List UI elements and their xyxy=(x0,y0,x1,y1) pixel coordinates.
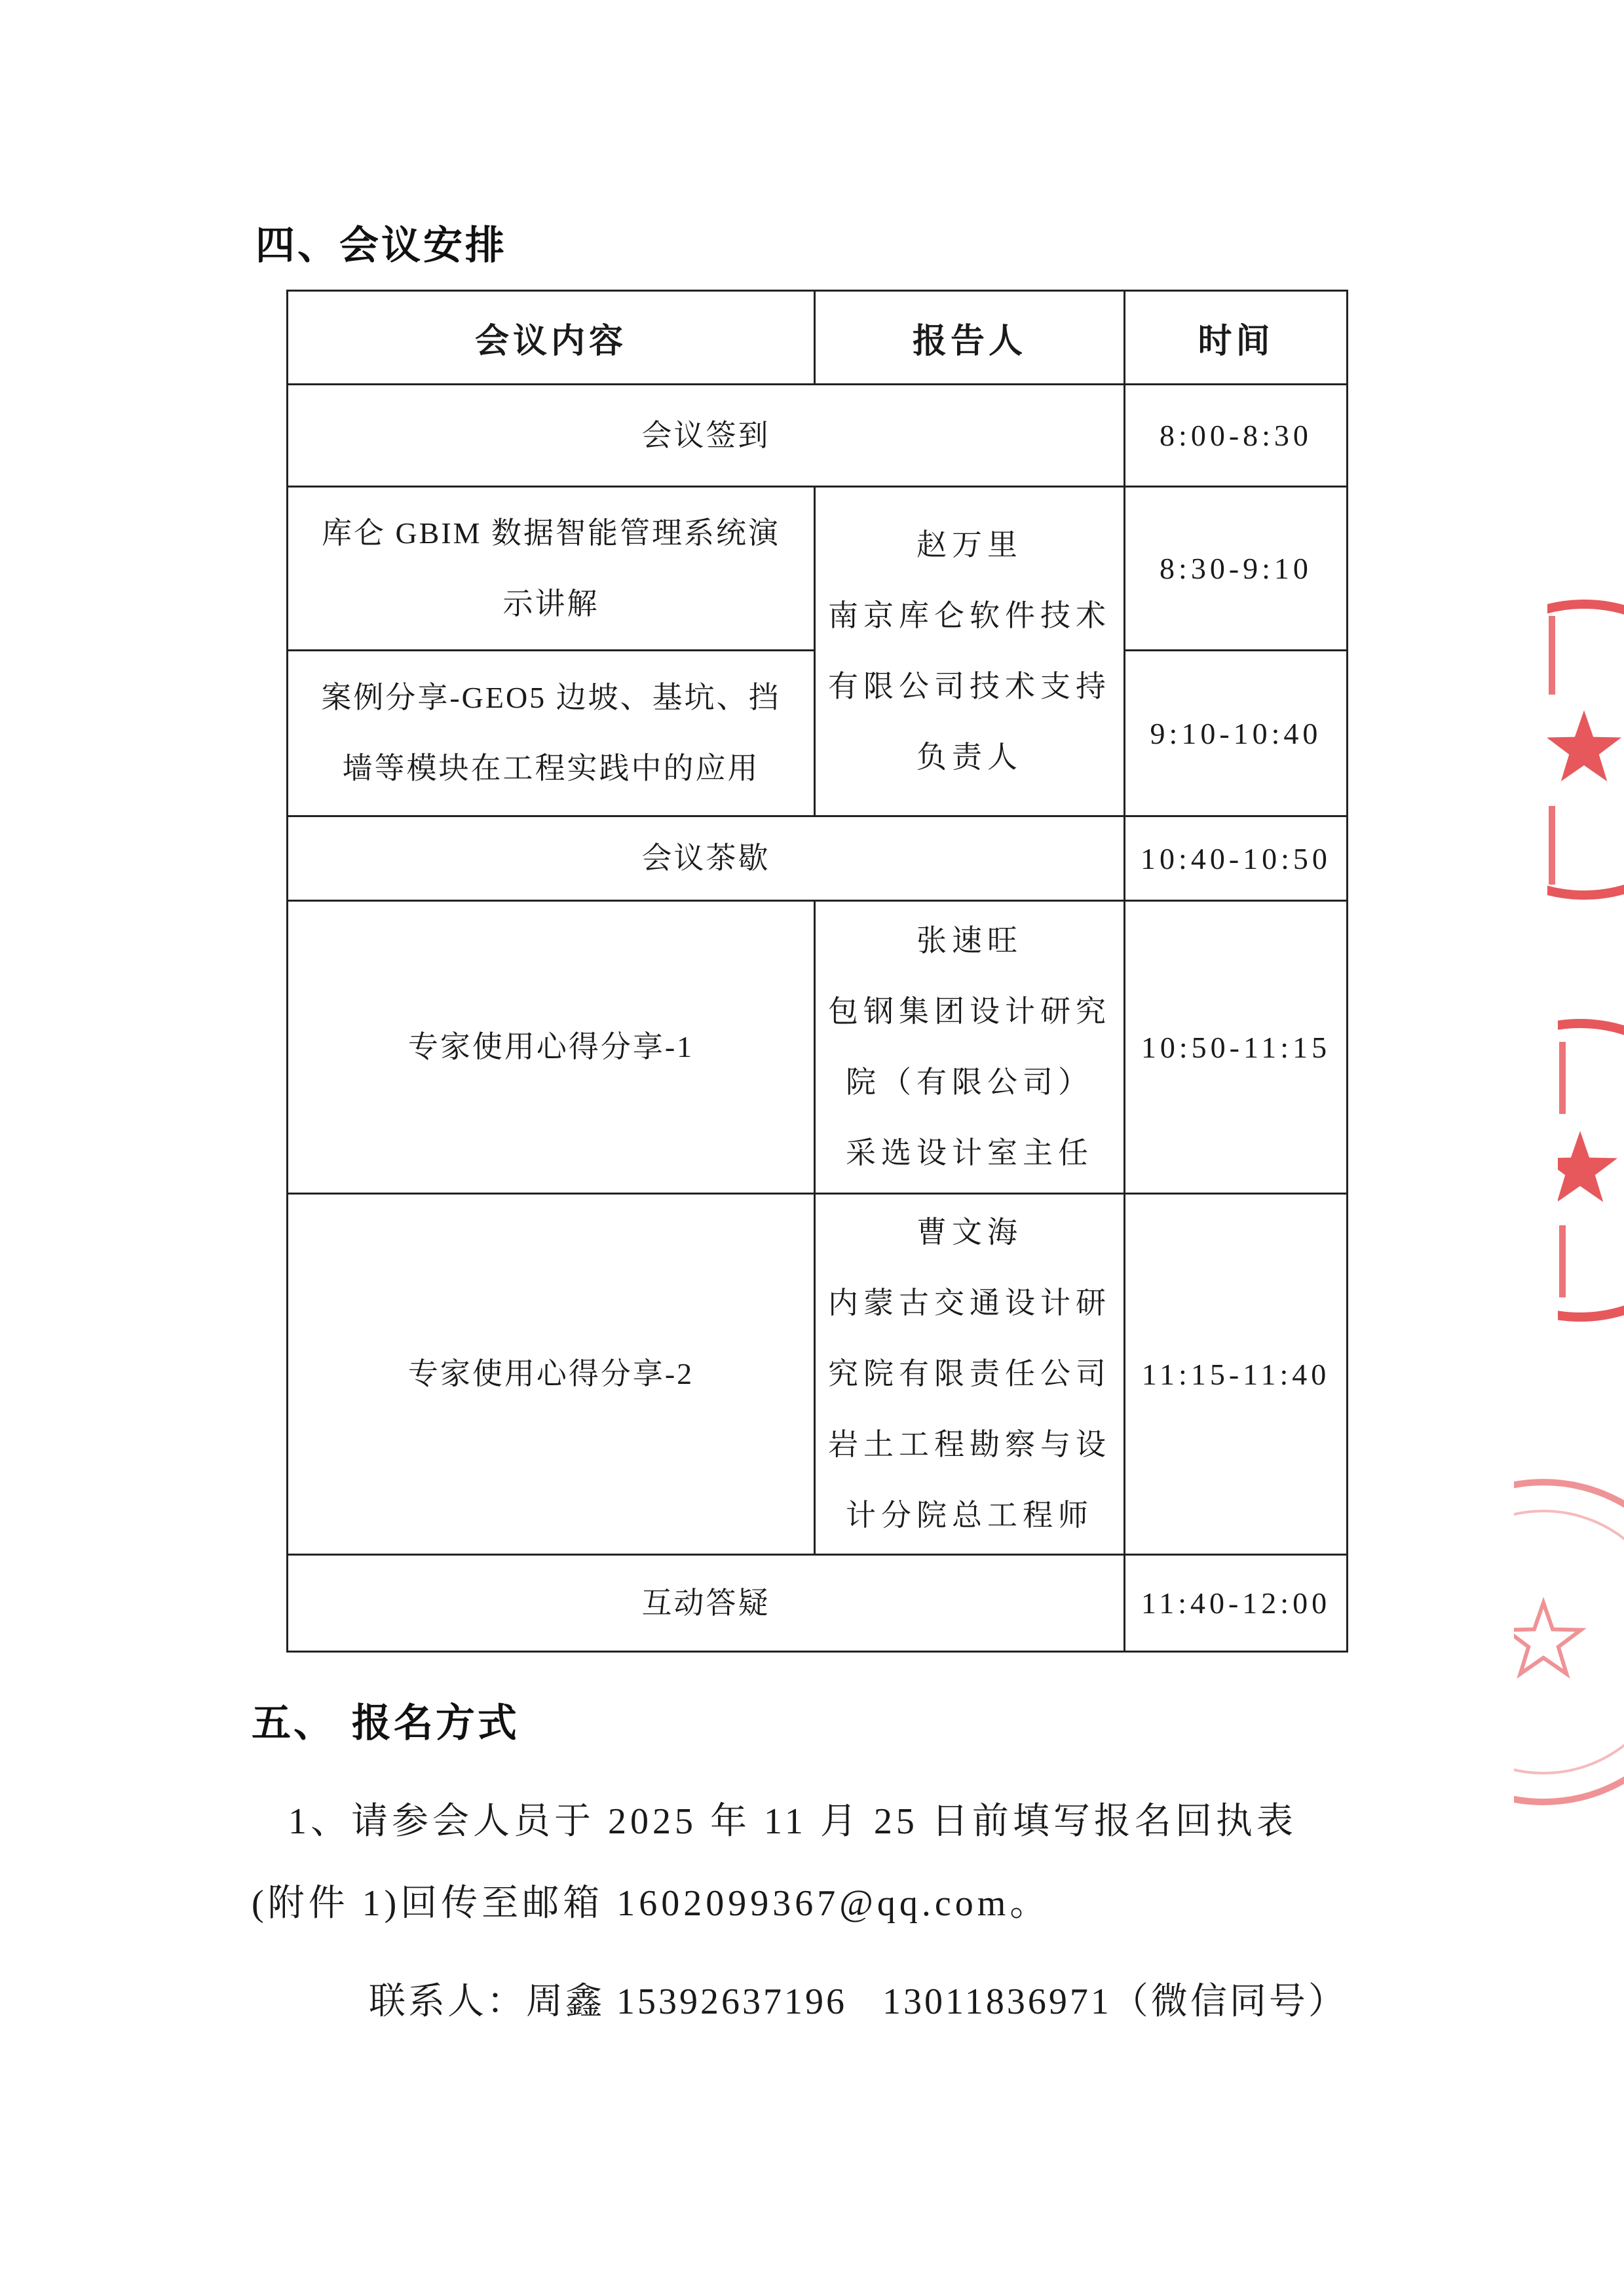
content-line: 墙等模块在工程实践中的应用 xyxy=(342,752,760,785)
table-row xyxy=(288,385,1348,487)
content-line: 示讲解 xyxy=(502,586,599,621)
meeting-schedule-table xyxy=(286,290,1348,1653)
content-line: 互动答疑 xyxy=(641,1586,770,1620)
speaker-line: 院（有限公司） xyxy=(846,1065,1093,1099)
table-row xyxy=(288,1194,1348,1555)
row-content-gbim-demo xyxy=(288,487,815,651)
row-speaker-zhao-wanli xyxy=(815,487,1125,816)
speaker-line: 负责人 xyxy=(916,740,1023,774)
row-time: 8:00-8:30 xyxy=(1125,385,1348,487)
red-seal-stamp-bottom xyxy=(1514,1474,1624,1810)
registration-item-line-1: 1、请参会人员于 2025 年 11 月 25 日前填写报名回执表 xyxy=(288,1801,1297,1842)
row-speaker-zhang-suwang xyxy=(815,901,1125,1194)
speaker-line: 南京库仑软件技术 xyxy=(828,599,1111,632)
table-row xyxy=(288,487,1348,651)
row-time: 8:30-9:10 xyxy=(1125,487,1348,651)
section-five-heading: 五、 报名方式 xyxy=(252,1700,519,1746)
table-row xyxy=(288,816,1348,901)
table-row xyxy=(288,901,1348,1194)
speaker-line: 曹文海 xyxy=(916,1215,1023,1249)
row-content-qa xyxy=(288,1555,1125,1652)
row-time: 10:40-10:50 xyxy=(1125,816,1348,901)
speaker-line: 内蒙古交通设计研 xyxy=(828,1286,1111,1320)
header-time: 时间 xyxy=(1125,291,1348,385)
row-speaker-cao-wenhai xyxy=(815,1194,1125,1555)
header-speaker: 报告人 xyxy=(815,291,1125,385)
red-seal-stamp-top xyxy=(1547,590,1624,911)
red-seal-stamp-middle xyxy=(1558,1009,1624,1331)
row-content-geo5-case xyxy=(288,651,815,816)
registration-item-line-2: (附件 1)回传至邮箱 1602099367@qq.com。 xyxy=(252,1883,1051,1924)
speaker-line: 张速旺 xyxy=(916,924,1023,957)
content-line: 案例分享-GEO5 边坡、基坑、挡 xyxy=(321,681,781,714)
header-content: 会议内容 xyxy=(288,291,815,385)
content-line: 会议茶歇 xyxy=(641,841,770,875)
content-line: 专家使用心得分享-1 xyxy=(407,1030,694,1063)
row-time: 10:50-11:15 xyxy=(1125,901,1348,1194)
row-time: 9:10-10:40 xyxy=(1125,651,1348,816)
row-time: 11:40-12:00 xyxy=(1125,1555,1348,1652)
speaker-line: 究院有限责任公司 xyxy=(828,1357,1111,1390)
speaker-line: 采选设计室主任 xyxy=(846,1136,1093,1170)
section-four-heading: 四、会议安排 xyxy=(255,223,507,269)
table-row xyxy=(288,1555,1348,1652)
row-content-expert-2 xyxy=(288,1194,815,1555)
row-content-tea-break xyxy=(288,816,1125,901)
speaker-line: 赵万里 xyxy=(916,528,1023,562)
contact-line: 联系人：周鑫 15392637196 13011836971（微信同号） xyxy=(369,1981,1348,2022)
table-header-row xyxy=(288,291,1348,385)
speaker-line: 计分院总工程师 xyxy=(846,1499,1093,1532)
content-line: 库仑 GBIM 数据智能管理系统演 xyxy=(321,516,781,550)
row-content-expert-1 xyxy=(288,901,815,1194)
content-line: 会议签到 xyxy=(641,418,770,452)
speaker-line: 有限公司技术支持 xyxy=(828,670,1111,703)
row-content-sign-in xyxy=(288,385,1125,487)
speaker-line: 包钢集团设计研究 xyxy=(828,995,1111,1028)
speaker-line: 岩土工程勘察与设 xyxy=(828,1428,1111,1461)
row-time: 11:15-11:40 xyxy=(1125,1194,1348,1555)
content-line: 专家使用心得分享-2 xyxy=(407,1357,694,1390)
